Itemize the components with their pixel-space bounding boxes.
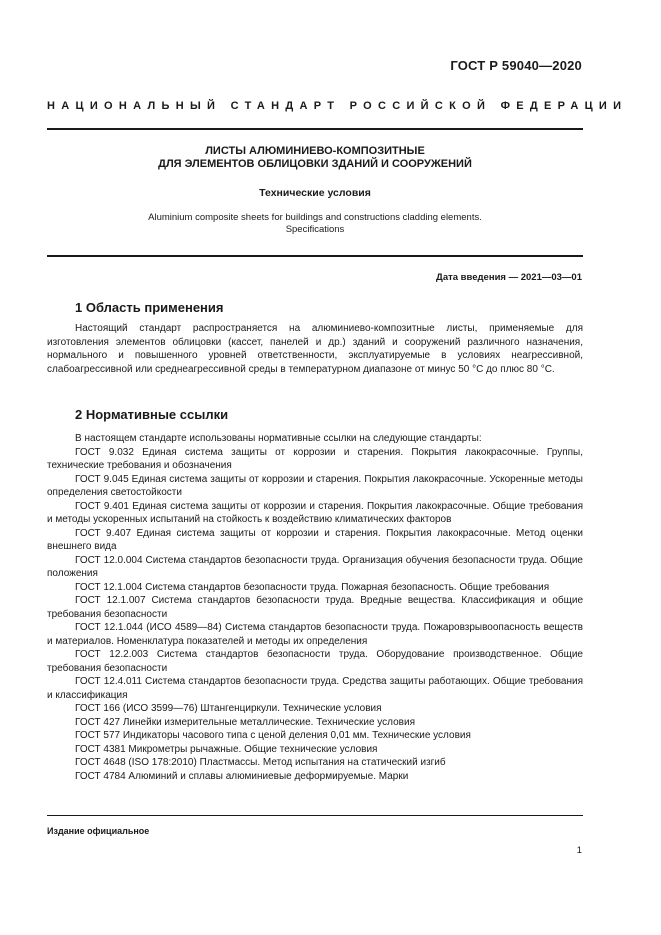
reference-item: ГОСТ 166 (ИСО 3599—76) Штангенциркули. Технические условия bbox=[75, 703, 382, 714]
page-number: 1 bbox=[576, 845, 582, 856]
reference-item: ГОСТ 4648 (ISO 178:2010) Пластмассы. Метод испытания на статический изгиб bbox=[75, 757, 446, 768]
introduction-date: Дата введения — 2021—03—01 bbox=[436, 272, 582, 283]
national-standard-title: НАЦИОНАЛЬНЫЙ СТАНДАРТ РОССИЙСКОЙ ФЕДЕРАЦИИ bbox=[47, 100, 628, 112]
reference-item: ГОСТ 12.4.011 Система стандартов безопасности труда. Средства защиты работающих. Общие требования и классификация bbox=[47, 676, 583, 701]
reference-item: ГОСТ 9.407 Единая система защиты от коррозии и старения. Покрытия лакокрасочные. Метод оценки внешнего вида bbox=[47, 527, 583, 552]
header-divider bbox=[47, 128, 583, 130]
reference-item: ГОСТ 427 Линейки измерительные металлические. Технические условия bbox=[75, 716, 415, 728]
english-title-line-2: Specifications bbox=[285, 224, 345, 235]
reference-item: ГОСТ 9.045 Единая система защиты от коррозии и старения. Покрытия лакокрасочные. Ускоренные методы определения светостойкости bbox=[47, 473, 583, 498]
section-1-paragraph: Настоящий стандарт распространяется на алюминиево-композитные листы, применяемые для изготовления элементов облицовки (кассет, панелей и др.) зданий и сооружений различного назначения, нормального и повышенного уровней ответственности, эксплуатируемые в условиях неагрессивной, слабоагрессивной или среднеагрессивной среды в температурном диапазоне от минус 50 °С до плюс 80 °С. bbox=[47, 323, 583, 375]
reference-item: ГОСТ 12.1.044 (ИСО 4589—84) Система стандартов безопасности труда. Пожаровзрывоопасность веществ и материалов. Номенклатура показателей и методы их определения bbox=[47, 622, 583, 647]
title-divider bbox=[47, 255, 583, 257]
references-list bbox=[47, 432, 583, 783]
document-subtitle: Технические условия bbox=[259, 187, 371, 199]
reference-item: ГОСТ 9.032 Единая система защиты от коррозии и старения. Покрытия лакокрасочные. Группы, технические требования и обозначения bbox=[47, 446, 583, 471]
official-edition-label: Издание официальное bbox=[47, 826, 150, 836]
section-1-heading: 1 Область применения bbox=[75, 300, 224, 315]
english-title bbox=[47, 212, 583, 236]
title-line-2: ДЛЯ ЭЛЕМЕНТОВ ОБЛИЦОВКИ ЗДАНИЙ И СООРУЖЕНИЙ bbox=[158, 158, 472, 170]
reference-item: ГОСТ 4784 Алюминий и сплавы алюминиевые деформируемые. Марки bbox=[75, 770, 409, 782]
reference-item: ГОСТ 12.1.007 Система стандартов безопасности труда. Вредные вещества. Классификация и общие требования безопасности bbox=[47, 595, 583, 620]
footer-divider bbox=[47, 815, 583, 816]
reference-item: ГОСТ 9.401 Единая система защиты от коррозии и старения. Покрытия лакокрасочные. Общие требования и методы ускоренных испытаний на стойкость к воздействию климатических факторов bbox=[47, 500, 583, 525]
document-title bbox=[47, 145, 583, 171]
standard-number: ГОСТ Р 59040—2020 bbox=[450, 58, 582, 73]
reference-item: ГОСТ 12.2.003 Система стандартов безопасности труда. Оборудование производственное. Общие требования безопасности bbox=[47, 649, 583, 674]
title-line-1: ЛИСТЫ АЛЮМИНИЕВО-КОМПОЗИТНЫЕ bbox=[205, 145, 425, 157]
reference-item: ГОСТ 4381 Микрометры рычажные. Общие технические условия bbox=[75, 743, 378, 755]
section-2-heading: 2 Нормативные ссылки bbox=[75, 407, 229, 422]
reference-item: ГОСТ 12.1.004 Система стандартов безопасности труда. Пожарная безопасность. Общие требования bbox=[75, 581, 550, 593]
reference-item: ГОСТ 577 Индикаторы часового типа с ценой деления 0,01 мм. Технические условия bbox=[75, 730, 471, 741]
references-intro: В настоящем стандарте использованы нормативные ссылки на следующие стандарты: bbox=[75, 433, 482, 444]
reference-item: ГОСТ 12.0.004 Система стандартов безопасности труда. Организация обучения безопасности труда. Общие положения bbox=[47, 554, 583, 579]
english-title-line-1: Aluminium composite sheets for buildings and constructions cladding elements. bbox=[148, 212, 482, 223]
section-1-body bbox=[47, 322, 583, 376]
